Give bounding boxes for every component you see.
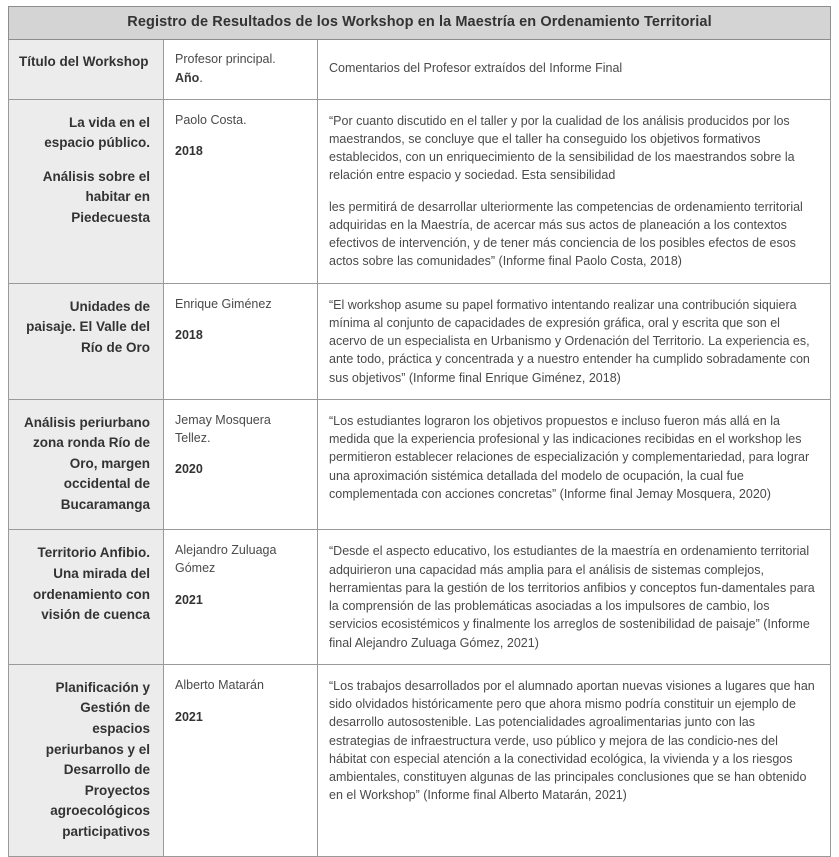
row-professor-cell (164, 399, 318, 530)
row-comment-cell (318, 399, 831, 530)
professor-comment (329, 296, 818, 387)
header-label-professor: Profesor principal. (175, 52, 276, 67)
table-row (9, 99, 831, 283)
professor-name: Jemay Mosquera Tellez. (175, 412, 271, 445)
row-professor-cell (164, 99, 318, 283)
header-label-year-period: . (199, 70, 203, 85)
header-label-year-bold: Año (175, 70, 200, 85)
professor-year: 2020 (175, 462, 203, 477)
row-professor-cell (164, 283, 318, 399)
table-row (9, 530, 831, 665)
comment-paragraph: “Los estudiantes lograron los objetivos propuestos e incluso fueron más allá en la medida que la experiencia profesional y las indicaciones recibidas en el workshop les permitieron establecer relaciones de especialización y complementariedad, para lograr una aproximación sistémica detallada del modelo de ocupación, la cual fue complementada con acciones concretas” (Informe final Jemay Mosquera, 2020) (329, 413, 810, 501)
comment-paragraph: les permitirá de desarrollar ulteriormente las competencias de ordenamiento territorial adquiridas en la Maestría, de acercar más sus actos de planeación a los contextos efectivos de intervención, y de tener más conciencia de los posibles efectos de esos actos sobre las comunidades” (Informe final Paolo Costa, 2018) (329, 199, 803, 269)
professor-name: Paolo Costa. (175, 112, 247, 127)
professor-comment (329, 677, 818, 805)
header-label-year (175, 69, 307, 87)
comment-paragraph: “Los trabajos desarrollados por el alumnado aportan nuevas visiones a lugares que han sido olvidados históricamente pero que ahora mismo podría constituir un ejemplo de desarrollo autosostenible. Las potencialidades agroalimentarias junto con las estrategias de infraestructura verde, uso público y mejora de las condicio-nes del hábitat con especial atención a la conectividad ecológica, la vivienda y a los riesgos ambientales, constituyen algunas de las principales conclusiones que se han obtenido en el Workshop” (Informe final Alberto Matarán, 2021) (329, 678, 815, 803)
professor-comment (329, 542, 818, 652)
workshop-title: Análisis periurbano zona ronda Río de Oro, margen occidental de Bucaramanga (23, 414, 150, 512)
row-professor-cell (164, 530, 318, 665)
professor-year: 2021 (175, 592, 203, 607)
table-row (9, 399, 831, 530)
table-row (9, 664, 831, 856)
table-banner-cell (9, 7, 831, 40)
header-label-title: Título del Workshop (19, 54, 149, 70)
workshop-title-part1: La vida en el espacio público. (44, 114, 150, 151)
professor-name: Alejandro Zuluaga Gómez (175, 543, 277, 576)
comment-paragraph: “Por cuanto discutido en el taller y por la cualidad de los análisis producidos por los maestrandos, se concluye que el taller ha conseguido los objetivos formativos establecidos, con un enriquecimiento de la sensibilidad de los maestrandos sobre la relación entre espacio y sociedad. Esta sensibilidad (329, 113, 795, 183)
professor-year: 2018 (175, 328, 203, 343)
professor-comment (329, 112, 818, 271)
title-paragraph-gap (19, 154, 150, 167)
table-title: Registro de Resultados de los Workshop en la Maestría en Ordenamiento Territorial (127, 14, 712, 30)
header-cell-comment (318, 40, 831, 99)
header-cell-professor (164, 40, 318, 99)
row-comment-cell (318, 99, 831, 283)
row-title-cell (9, 283, 164, 399)
professor-name: Enrique Giménez (175, 296, 272, 311)
row-title-cell (9, 530, 164, 665)
row-comment-cell (318, 664, 831, 856)
professor-comment (329, 412, 818, 503)
professor-year: 2018 (175, 144, 203, 159)
workshop-title-part2: Análisis sobre el habitar en Piedecuesta (42, 168, 150, 225)
professor-name: Alberto Matarán (175, 677, 264, 692)
results-table-container (8, 6, 830, 857)
header-label-comment: Comentarios del Profesor extraídos del Informe Final (329, 61, 623, 76)
row-title-cell (9, 664, 164, 856)
workshop-title (19, 113, 150, 229)
workshop-title: Planificación y Gestión de espacios periurbanos y el Desarrollo de Proyectos agroecológicos participativos (45, 679, 150, 839)
table-banner-row (9, 7, 831, 40)
workshop-title: Unidades de paisaje. El Valle del Río de Oro (26, 298, 150, 355)
row-comment-cell (318, 283, 831, 399)
row-professor-cell (164, 664, 318, 856)
comment-paragraph: “El workshop asume su papel formativo intentando realizar una contribución siquiera mínima al conjunto de capacidades de expresión gráfica, oral y escrita que son el acervo de un especialista en Urbanismo y Ordenación del Territorio. La experiencia es, ante todo, práctica y concentrada y a nuestro entender ha cumplido sobradamente con sus objetivos” (Informe final Enrique Giménez, 2018) (329, 297, 810, 385)
table-header-row (9, 40, 831, 99)
row-title-cell (9, 399, 164, 530)
comment-paragraph: “Desde el aspecto educativo, los estudiantes de la maestría en ordenamiento territorial adquirieron una capacidad más amplia para el análisis de sistemas complejos, herramientas para la gestión de los territorios anfibios y conceptos fun-damentales para la comprensión de las problemáticas asociadas a los impulsores de cambio, los servicios ecosistémicos y finalmente los arreglos de sostenibilidad de paisaje” (Informe final Alejandro Zuluaga Gómez, 2021) (329, 544, 815, 650)
row-title-cell (9, 99, 164, 283)
workshop-results-table (8, 6, 831, 857)
workshop-title: Territorio Anfibio. Una mirada del ordenamiento con visión de cuenca (32, 545, 150, 623)
header-cell-title (9, 40, 164, 99)
professor-year: 2021 (175, 709, 203, 724)
row-comment-cell (318, 530, 831, 665)
table-row (9, 283, 831, 399)
